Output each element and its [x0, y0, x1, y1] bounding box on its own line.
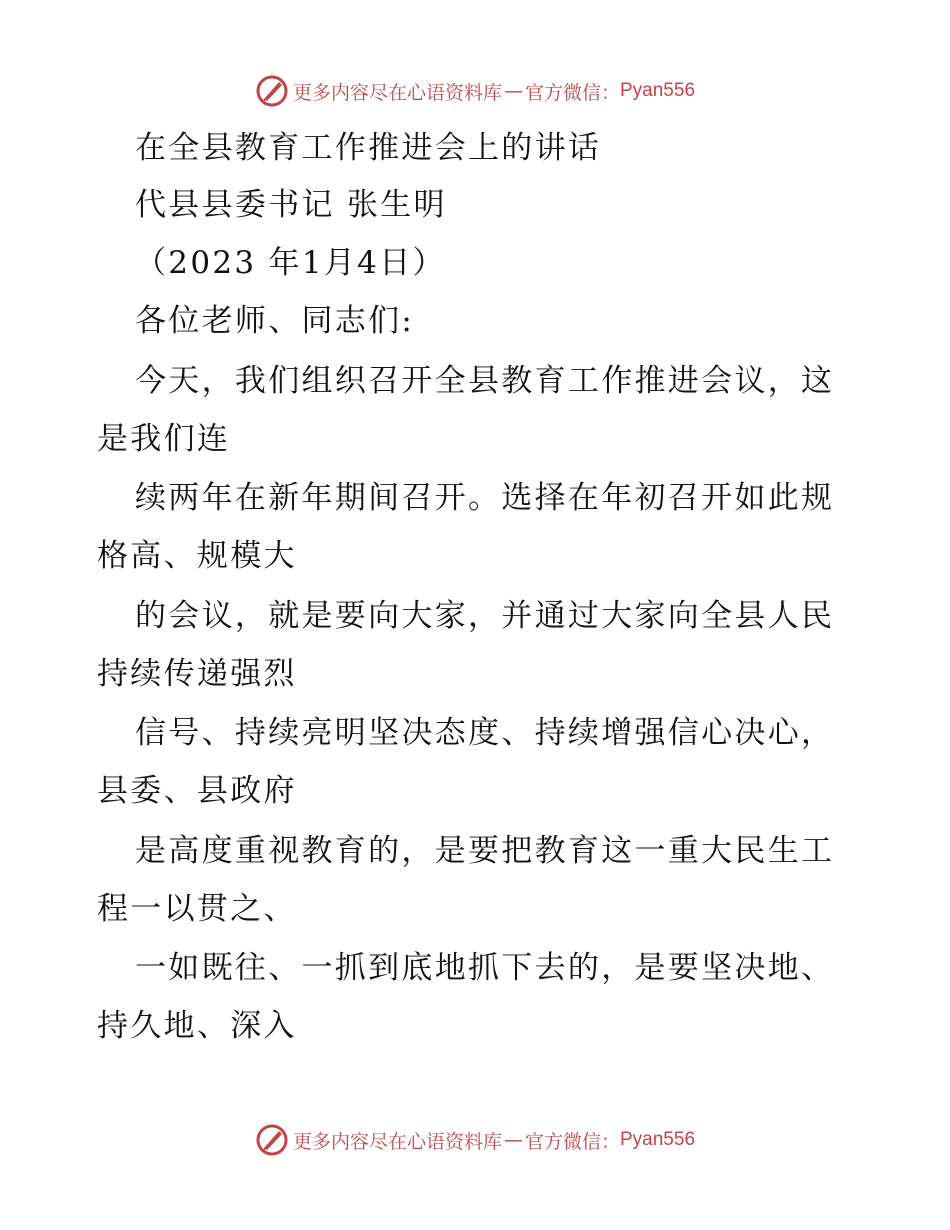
quill-logo-icon	[255, 74, 289, 108]
document-salutation: 各位老师、同志们:	[135, 303, 415, 339]
paragraph-line: 信号、持续亮明坚决态度、持续增强信心决心，	[135, 715, 835, 751]
paragraph-line: 持久地、深入	[97, 1008, 297, 1044]
banner-wechat-id: Pyan556	[620, 80, 696, 101]
paragraph-line: 续两年在新年期间召开。选择在年初召开如此规	[135, 480, 835, 516]
paragraph-line: 今天，我们组织召开全县教育工作推进会议，这	[135, 363, 835, 399]
banner-wechat-label: 官方微信：	[524, 81, 620, 104]
banner-separator: —	[503, 80, 523, 102]
paragraph-line: 持续传递强烈	[97, 656, 297, 692]
paragraph-line: 格高、规模大	[97, 538, 297, 574]
quill-logo-icon	[255, 1123, 289, 1157]
paragraph-line: 是高度重视教育的，是要把教育这一重大民生工	[135, 833, 835, 869]
document-title: 在全县教育工作推进会上的讲话	[135, 130, 602, 166]
paragraph-line: 程一以贯之、	[97, 891, 297, 927]
paragraph-line: 县委、县政府	[97, 773, 297, 809]
banner-separator: —	[503, 1129, 523, 1151]
document-author: 代县县委书记 张生明	[135, 187, 447, 223]
paragraph-line: 是我们连	[97, 421, 231, 457]
paragraph-line: 一如既往、一抓到底地抓下去的，是要坚决地、	[135, 950, 835, 986]
document-date: （2023 年1月4日）	[135, 245, 446, 281]
header-banner	[0, 71, 950, 111]
banner-wechat-label: 官方微信：	[524, 1130, 620, 1153]
banner-wechat-id: Pyan556	[620, 1129, 696, 1150]
footer-banner	[0, 1120, 950, 1160]
banner-main-text: 更多内容尽在心语资料库	[292, 81, 502, 104]
paragraph-line: 的会议，就是要向大家，并通过大家向全县人民	[135, 598, 835, 634]
banner-main-text: 更多内容尽在心语资料库	[292, 1130, 502, 1153]
